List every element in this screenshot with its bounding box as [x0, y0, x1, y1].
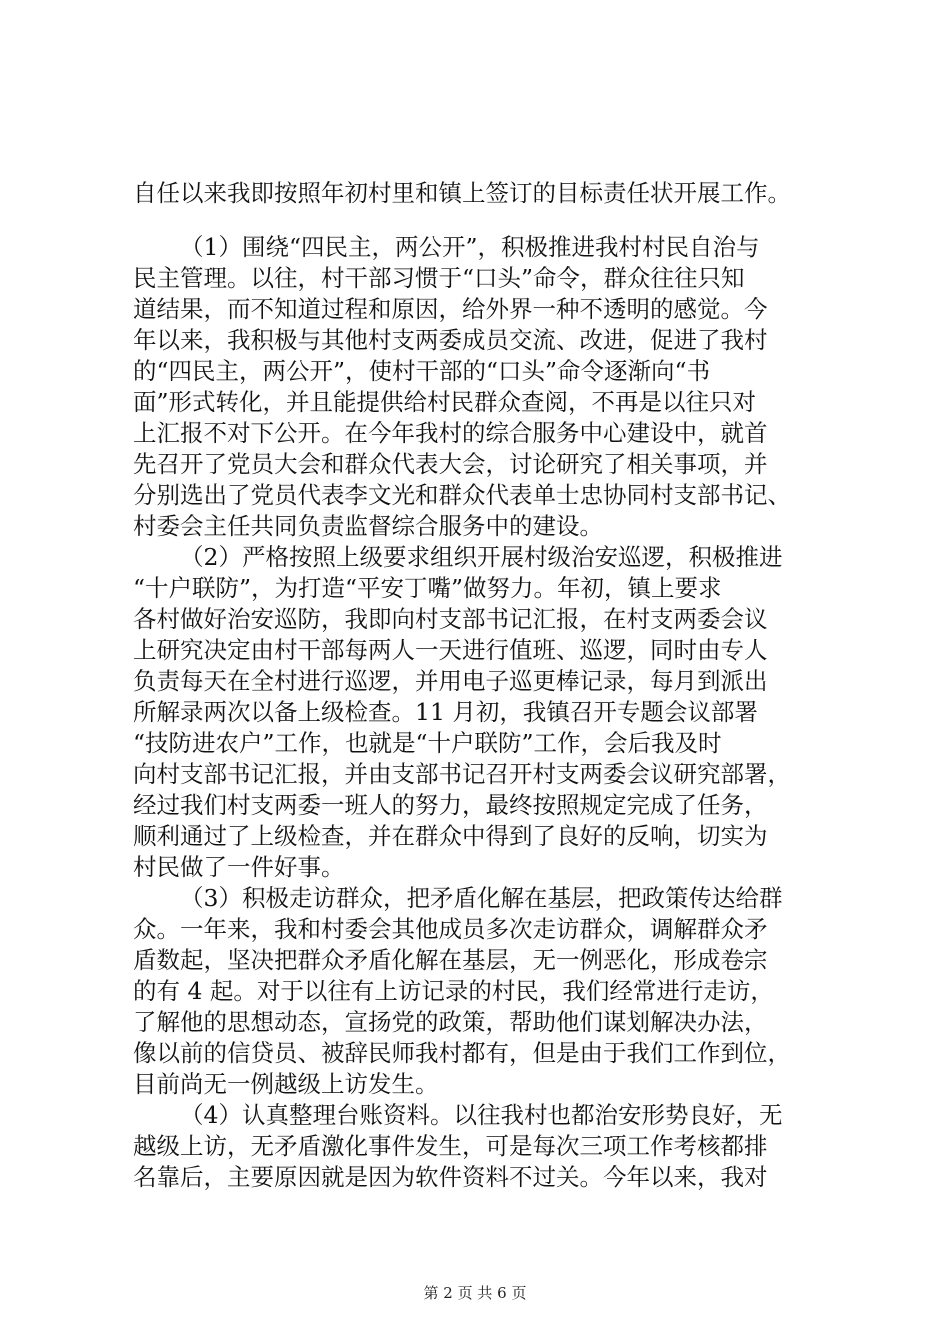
- text-line: 顺利通过了上级检查，并在群众中得到了良好的反响，切实为: [133, 822, 768, 850]
- text-line: 道结果，而不知道过程和原因，给外界一种不透明的感觉。今: [133, 295, 768, 323]
- text-line: 所解录两次以备上级检查。11 月初，我镇召开专题会议部署: [133, 698, 758, 726]
- text-line: 年以来，我积极与其他村支两委成员交流、改进，促进了我村: [133, 326, 768, 354]
- text-line: 面”形式转化，并且能提供给村民群众查阅，不再是以往只对: [133, 388, 757, 416]
- text-line: 越级上访，无矛盾激化事件发生，可是每次三项工作考核都排: [133, 1132, 768, 1160]
- text-line: 分别选出了党员代表李文光和群众代表单士忠协同村支部书记、: [133, 481, 791, 509]
- text-line: 的有 4 起。对于以往有上访记录的村民，我们经常进行走访，: [133, 977, 774, 1005]
- text-line: 像以前的信贷员、被辞民师我村都有，但是由于我们工作到位，: [133, 1039, 791, 1067]
- text-line: 了解他的思想动态，宣扬党的政策，帮助他们谋划解决办法，: [133, 1008, 768, 1036]
- text-line: 上汇报不对下公开。在今年我村的综合服务中心建设中，就首: [133, 419, 768, 447]
- text-line: 上研究决定由村干部每两人一天进行值班、巡逻，同时由专人: [133, 636, 768, 664]
- text-line: 众。一年来，我和村委会其他成员多次走访群众，调解群众矛: [133, 915, 768, 943]
- text-line: 负责每天在全村进行巡逻，并用电子巡更棒记录，每月到派出: [133, 667, 768, 695]
- text-line: 的“四民主，两公开”，使村干部的“口头”命令逐渐向“书: [133, 357, 711, 385]
- text-line: 村民做了一件好事。: [133, 853, 345, 881]
- text-line: （1）围绕“四民主，两公开”，积极推进我村村民自治与: [180, 233, 760, 261]
- text-line: “技防进农户”工作，也就是“十户联防”工作，会后我及时: [133, 729, 722, 757]
- text-line: （3）积极走访群众，把矛盾化解在基层，把政策传达给群: [180, 884, 783, 912]
- text-line: 盾数起，坚决把群众矛盾化解在基层，无一例恶化，形成卷宗: [133, 946, 768, 974]
- page-footer: 第 2 页 共 6 页: [423, 1284, 527, 1302]
- text-line: “十户联防”，为打造“平安丁嘴”做努力。年初，镇上要求: [133, 574, 722, 602]
- text-line: 向村支部书记汇报，并由支部书记召开村支两委会议研究部署，: [133, 760, 791, 788]
- text-line: 目前尚无一例越级上访发生。: [133, 1070, 439, 1098]
- text-line: 各村做好治安巡防，我即向村支部书记汇报，在村支两委会议: [133, 605, 768, 633]
- text-line: 自任以来我即按照年初村里和镇上签订的目标责任状开展工作。: [133, 179, 791, 207]
- text-line: 经过我们村支两委一班人的努力，最终按照规定完成了任务，: [133, 791, 768, 819]
- text-line: 民主管理。以往，村干部习惯于“口头”命令，群众往往只知: [133, 264, 745, 292]
- text-line: 村委会主任共同负责监督综合服务中的建设。: [133, 512, 603, 540]
- text-line: 名靠后，主要原因就是因为软件资料不过关。今年以来，我对: [133, 1163, 768, 1191]
- text-line: 先召开了党员大会和群众代表大会，讨论研究了相关事项，并: [133, 450, 768, 478]
- text-line: （4）认真整理台账资料。以往我村也都治安形势良好，无: [180, 1101, 783, 1129]
- text-line: （2）严格按照上级要求组织开展村级治安巡逻，积极推进: [180, 543, 783, 571]
